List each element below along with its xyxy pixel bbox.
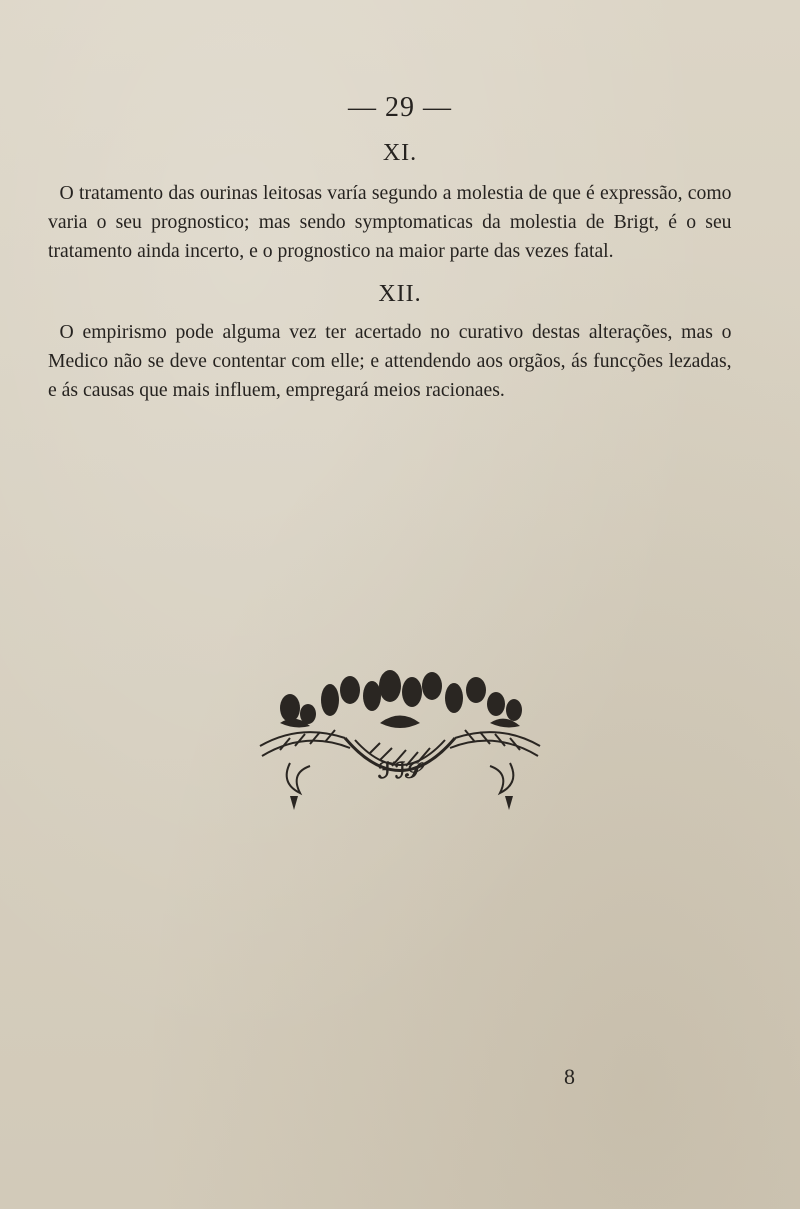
section-heading-xi: XI. [382, 140, 418, 166]
svg-text:ℱℐ𝒮: ℱℐ𝒮 [377, 758, 423, 783]
paragraph-xii: O empirismo pode alguma vez ter acertado no curativo destas alterações, mas o Medico não se deve contentar com elle; e attendendo aos orgãos, ás funcções lezadas, e ás causas que mais influem, empregará meios racionaes. [48, 321, 732, 401]
signature-mark: 8 [564, 1064, 575, 1089]
paragraph-xi: O tratamento das ourinas leitosas varía segundo a molestia de que é expressão, como varia o seu prognostico; mas sendo symptomaticas da molestia de Brigt, é o seu tratamento ainda incerto, e o prognostico na maior parte das vezes fatal. [48, 182, 732, 262]
foliage-vignette-ornament [250, 668, 550, 818]
section-heading-xii: XII. [378, 281, 422, 307]
page-number: — 29 — [348, 92, 452, 123]
